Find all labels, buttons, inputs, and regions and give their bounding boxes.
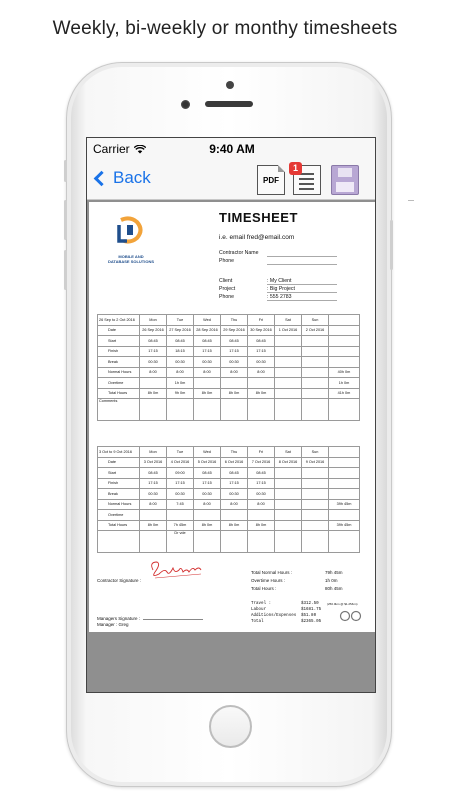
day-header: Wed xyxy=(194,315,221,326)
table-cell: 17:15 xyxy=(221,478,248,489)
table-cell xyxy=(329,478,360,489)
table-row xyxy=(98,468,360,479)
comment-cell: Dr vde xyxy=(167,531,194,553)
table-cell xyxy=(275,378,302,389)
table-row xyxy=(98,520,360,531)
table-cell xyxy=(194,378,221,389)
volume-down-button[interactable] xyxy=(64,250,67,290)
table-cell xyxy=(275,499,302,510)
table-cell: Total Hours xyxy=(98,388,140,399)
table-cell: 39h 45m xyxy=(329,520,360,531)
table-cell: Overtime xyxy=(98,378,140,389)
floppy-disk-icon xyxy=(338,168,352,177)
week-2-table xyxy=(97,446,360,553)
table-cell xyxy=(302,478,329,489)
table-cell xyxy=(302,468,329,479)
day-header: Sun xyxy=(302,315,329,326)
table-cell: 4 Oct 2016 xyxy=(167,457,194,468)
week-1-table xyxy=(97,314,360,421)
table-cell: 18:15 xyxy=(167,346,194,357)
hours-summary: Total Normal Hours : 79h 45m Overtime Hours : 1h 0m Total Hours : 80h 45m xyxy=(251,570,343,591)
table-cell xyxy=(140,510,167,521)
table-cell: 00:30 xyxy=(167,357,194,368)
table-cell: 8:00 xyxy=(248,367,275,378)
table-row xyxy=(98,336,360,347)
table-row xyxy=(98,367,360,378)
day-header: Sat xyxy=(275,315,302,326)
table-cell xyxy=(275,388,302,399)
table-cell: 08:45 xyxy=(167,336,194,347)
table-cell: 27 Sep 2016 xyxy=(167,325,194,336)
table-cell: Date xyxy=(98,325,140,336)
table-cell xyxy=(275,468,302,479)
table-cell: 00:30 xyxy=(140,357,167,368)
table-cell: 00:30 xyxy=(194,489,221,500)
table-cell: 8:00 xyxy=(167,367,194,378)
table-cell xyxy=(221,510,248,521)
table-cell: 6 Oct 2016 xyxy=(221,457,248,468)
company-logo xyxy=(115,216,145,246)
earpiece-speaker xyxy=(205,101,253,107)
table-cell xyxy=(329,468,360,479)
contractor-signature-label: Contractor Signature : xyxy=(97,578,142,583)
table-cell: Normal Hours xyxy=(98,367,140,378)
day-header: Thu xyxy=(221,315,248,326)
table-cell: 08:45 xyxy=(140,468,167,479)
table-cell: 00:30 xyxy=(194,357,221,368)
navigation-bar xyxy=(87,160,376,200)
table-row xyxy=(98,457,360,468)
day-header: Wed xyxy=(194,447,221,458)
table-cell: Break xyxy=(98,489,140,500)
table-cell: 00:30 xyxy=(221,357,248,368)
table-cell: 17:15 xyxy=(248,346,275,357)
table-cell xyxy=(275,520,302,531)
pdf-export-button[interactable] xyxy=(257,165,285,195)
week-period: 26 Sep to 2 Oct 2016 xyxy=(98,315,140,326)
table-cell: 8:00 xyxy=(248,499,275,510)
approval-stamp-icon xyxy=(339,610,363,622)
table-header-row xyxy=(98,447,360,458)
table-cell: 1 Oct 2016 xyxy=(275,325,302,336)
table-cell: 8h 0m xyxy=(248,520,275,531)
table-cell: 7:45 xyxy=(167,499,194,510)
table-cell: 5 Oct 2016 xyxy=(194,457,221,468)
table-cell: 08:45 xyxy=(248,336,275,347)
table-cell: 2 Oct 2016 xyxy=(302,325,329,336)
list-icon xyxy=(299,173,314,193)
notification-badge: 1 xyxy=(289,162,302,175)
day-header: Sat xyxy=(275,447,302,458)
table-cell: Date xyxy=(98,457,140,468)
table-cell xyxy=(302,367,329,378)
table-row xyxy=(98,346,360,357)
table-cell: 00:30 xyxy=(167,489,194,500)
comments-label: Comments xyxy=(98,399,140,421)
table-cell xyxy=(302,346,329,357)
table-cell xyxy=(275,336,302,347)
table-cell: 8:00 xyxy=(140,499,167,510)
table-cell: 26 Sep 2016 xyxy=(140,325,167,336)
timesheet-document: MOBILE AND DATABASE SOLUTIONS TIMESHEET i.e. email fred@email.com Contractor Name Phone Client : My Client Project : Big Project Phone : 555 2783 26 Sep to 2 Oct 2016 Mon Tue Wed Thu Fri Sat Sun Date 26 Sep 2016 27 Sep 2016 28 Sep 2016 29 Sep 2016 30 Sep 2016 1 Oct 2016 2 Oct 2016 Start 08:45 08:45 08:45 08:45 08:45 Finish 17:15 18:15 17:15 17:15 17:15 Break 00:30 00:30 00:30 00:30 00:30 Normal Hours 8:00 8:00 8:00 8:00 8:00 40h 0m Overtime 1h 0m 1h 0m Total Hours 8h 0m 9h 0m 8h 0m 8h 0m 8h 0m 41h 0m Comments 3 Oct to 9 Oct 2016 Mon Tue Wed Thu Fri Sat Sun Date 3 Oct 2016 4 Oct 2016 5 Oct 2016 6 Oct 2016 7 Oct 2016 8 Oct 2016 9 Oct 2016 Start 08:45 09:00 08:45 08:45 08:45 Finish 17:15 17:15 17:15 17:15 17:15 Break 00:30 00:30 00:30 00:30 00:30 Normal Hours 8:00 7:45 8:00 8:00 8:00 39h 45m Overtime Total Hours 8h 0m 7h 45m 8h 0m 8h 0m 8h 0m 39h 45m Dr vde Contractor Signature : Total Normal Hours : 79h 45m Overtime Hours : 1h 0m Total Hours : 80h 45m Travel : $312.50 Labour $1681.75 Additions/Expenses $51.80 Total $2365.05 (250.0km @ $1.25/km) Managers Signature : Manager : Greg xyxy=(89,202,375,632)
logo-text: MOBILE AND DATABASE SOLUTIONS xyxy=(107,254,155,264)
table-cell: 8h 0m xyxy=(248,388,275,399)
table-cell: Normal Hours xyxy=(98,499,140,510)
travel-note: (250.0km @ $1.25/km) xyxy=(327,602,358,606)
table-cell: 8h 0m xyxy=(194,520,221,531)
table-cell: 8:00 xyxy=(221,499,248,510)
table-cell xyxy=(302,499,329,510)
table-cell: 30 Sep 2016 xyxy=(248,325,275,336)
week-period: 3 Oct to 9 Oct 2016 xyxy=(98,447,140,458)
back-button[interactable] xyxy=(93,168,151,188)
table-cell: 7 Oct 2016 xyxy=(248,457,275,468)
table-cell: 17:15 xyxy=(167,478,194,489)
volume-up-button[interactable] xyxy=(64,200,67,240)
table-cell: Finish xyxy=(98,346,140,357)
table-cell: 17:15 xyxy=(194,346,221,357)
table-cell: 08:45 xyxy=(221,468,248,479)
table-cell xyxy=(302,378,329,389)
table-cell: 17:15 xyxy=(140,478,167,489)
contractor-signature xyxy=(147,554,203,582)
table-cell: 8h 0m xyxy=(140,388,167,399)
table-cell xyxy=(302,336,329,347)
table-row xyxy=(98,510,360,521)
table-cell: 17:15 xyxy=(140,346,167,357)
contractor-email: i.e. email fred@email.com xyxy=(219,234,295,241)
table-cell: 1h 0m xyxy=(167,378,194,389)
table-row xyxy=(98,357,360,368)
table-cell: 17:15 xyxy=(221,346,248,357)
table-cell: 39h 45m xyxy=(329,499,360,510)
table-cell: 17:15 xyxy=(248,478,275,489)
table-cell: 08:45 xyxy=(248,468,275,479)
table-row xyxy=(98,478,360,489)
day-header: Mon xyxy=(140,447,167,458)
comments-row xyxy=(98,399,360,421)
status-time: 9:40 AM xyxy=(209,142,255,156)
pdf-icon-label: PDF xyxy=(263,176,279,185)
table-cell xyxy=(194,510,221,521)
table-row xyxy=(98,489,360,500)
front-camera xyxy=(181,100,190,109)
home-button[interactable] xyxy=(209,705,252,748)
phone-screen xyxy=(86,137,376,693)
table-cell: 7h 45m xyxy=(167,520,194,531)
power-button[interactable] xyxy=(390,220,393,270)
table-cell: 00:30 xyxy=(221,489,248,500)
table-cell xyxy=(167,510,194,521)
table-cell: Finish xyxy=(98,478,140,489)
table-cell: 29 Sep 2016 xyxy=(221,325,248,336)
table-cell: 8h 0m xyxy=(221,388,248,399)
comments-label xyxy=(98,531,140,553)
save-button[interactable] xyxy=(331,165,359,195)
day-header: Sun xyxy=(302,447,329,458)
table-cell xyxy=(302,520,329,531)
day-header: Tue xyxy=(167,447,194,458)
table-cell xyxy=(302,510,329,521)
table-cell xyxy=(248,378,275,389)
table-cell: 8:00 xyxy=(140,367,167,378)
table-cell: 8:00 xyxy=(221,367,248,378)
edge-mark xyxy=(408,200,414,201)
document-title: TIMESHEET xyxy=(219,210,298,225)
table-cell xyxy=(248,510,275,521)
table-cell: 3 Oct 2016 xyxy=(140,457,167,468)
table-cell: Start xyxy=(98,336,140,347)
promo-headline: Weekly, bi-weekly or monthy timesheets xyxy=(52,18,398,39)
expenses-summary: Travel : $312.50 Labour $1681.75 Additions/Expenses $51.80 Total $2365.05 xyxy=(251,602,322,624)
table-cell xyxy=(329,489,360,500)
table-row xyxy=(98,499,360,510)
table-cell xyxy=(275,367,302,378)
table-cell: Break xyxy=(98,357,140,368)
table-cell: 8h 0m xyxy=(221,520,248,531)
day-header: Thu xyxy=(221,447,248,458)
table-cell xyxy=(275,478,302,489)
table-cell: 00:30 xyxy=(248,357,275,368)
day-header: Fri xyxy=(248,315,275,326)
table-cell: 1h 0m xyxy=(329,378,360,389)
table-row xyxy=(98,325,360,336)
table-cell: 09:00 xyxy=(167,468,194,479)
table-cell xyxy=(140,378,167,389)
table-cell xyxy=(329,510,360,521)
table-cell xyxy=(275,510,302,521)
table-cell: 08:45 xyxy=(194,336,221,347)
day-header: Tue xyxy=(167,315,194,326)
table-cell: 8:00 xyxy=(194,367,221,378)
table-cell xyxy=(329,457,360,468)
table-cell xyxy=(329,346,360,357)
table-cell xyxy=(329,357,360,368)
table-cell: 00:30 xyxy=(248,489,275,500)
table-cell: 8h 0m xyxy=(140,520,167,531)
table-cell: 8 Oct 2016 xyxy=(275,457,302,468)
table-header-row xyxy=(98,315,360,326)
table-cell xyxy=(302,388,329,399)
table-row xyxy=(98,388,360,399)
mute-switch[interactable] xyxy=(64,160,67,182)
table-cell xyxy=(275,489,302,500)
table-cell xyxy=(275,346,302,357)
table-cell xyxy=(221,378,248,389)
day-header: Fri xyxy=(248,447,275,458)
proximity-sensor xyxy=(226,81,234,89)
table-cell: 08:45 xyxy=(140,336,167,347)
table-cell: 8:00 xyxy=(194,499,221,510)
table-cell xyxy=(329,336,360,347)
chevron-left-icon xyxy=(94,170,110,186)
table-cell: 9 Oct 2016 xyxy=(302,457,329,468)
table-cell: Overtime xyxy=(98,510,140,521)
table-cell: Total Hours xyxy=(98,520,140,531)
table-cell: 28 Sep 2016 xyxy=(194,325,221,336)
table-cell xyxy=(275,357,302,368)
manager-signature-block: Managers Signature : Manager : Greg xyxy=(97,616,203,628)
table-cell: 8h 0m xyxy=(194,388,221,399)
table-cell: 9h 0m xyxy=(167,388,194,399)
table-cell xyxy=(329,325,360,336)
table-cell: 40h 0m xyxy=(329,367,360,378)
table-cell: 41h 0m xyxy=(329,388,360,399)
carrier-label: Carrier xyxy=(93,142,130,156)
table-row xyxy=(98,378,360,389)
table-cell: 00:30 xyxy=(140,489,167,500)
comments-row xyxy=(98,531,360,553)
table-cell: 08:45 xyxy=(221,336,248,347)
back-label: Back xyxy=(113,168,151,187)
table-cell xyxy=(302,489,329,500)
table-cell: 17:15 xyxy=(194,478,221,489)
table-cell: Start xyxy=(98,468,140,479)
status-bar xyxy=(87,138,376,160)
table-cell xyxy=(302,357,329,368)
table-cell: 08:45 xyxy=(194,468,221,479)
day-header: Mon xyxy=(140,315,167,326)
